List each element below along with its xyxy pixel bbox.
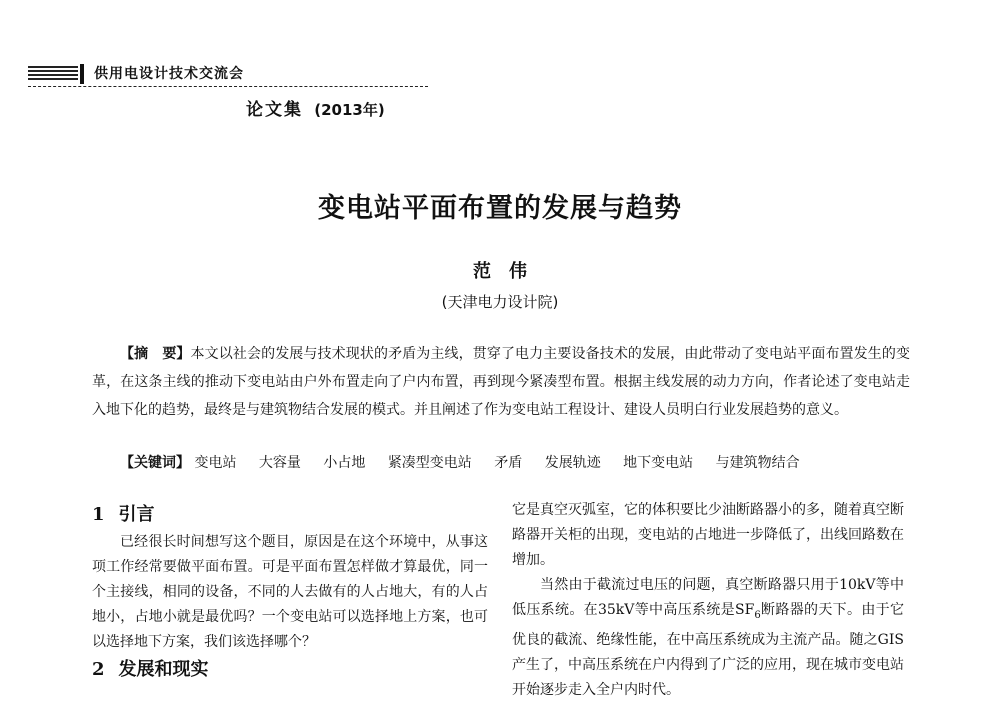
abstract: [92, 340, 910, 424]
body-paragraph: 它是真空灭弧室，它的体积要比少油断路器小的多，随着真空断路器开关柜的出现，变电站的占地进一步降低了，出线回路数在增加。: [512, 502, 904, 568]
keyword: 地下变电站: [623, 455, 694, 471]
abstract-label: 【摘 要】: [120, 346, 191, 362]
section-2-heading: [92, 655, 488, 685]
body-text: 当然由于截流过电压的问题，真空断路器只用于10kV等中低压系统。在35kV等中高压系统是: [512, 577, 904, 618]
keyword: 矛盾: [494, 455, 523, 471]
running-header: [28, 62, 428, 122]
right-column: [512, 498, 904, 716]
series-title: 供用电设计技术交流会: [94, 66, 244, 82]
keyword: 小占地: [323, 455, 366, 471]
proceedings-year: (2013年): [314, 101, 385, 119]
keyword: 发展轨迹: [544, 455, 601, 471]
section-number: 2: [92, 659, 105, 680]
header-dashed-rule: [28, 86, 428, 87]
keyword: 紧凑型变电站: [387, 455, 472, 471]
keyword: 大容量: [258, 455, 301, 471]
section-1-paragraph: 已经很长时间想写这个题目，原因是在这个环境中，从事这项工作经常要做平面布置。可是平面布置怎样做才算最优，同一个主接线，相同的设备，不同的人去做有的人占地大，有的人占地小，占地小就是最优吗？一个变电站可以选择地上方案，也可以选择地下方案，我们该选择哪个？: [92, 534, 488, 650]
header-vertical-bar: [80, 64, 84, 84]
section-1-heading: [92, 500, 488, 530]
sf6-term: SF: [735, 602, 755, 618]
section-number: 1: [92, 504, 105, 525]
keyword: 与建筑物结合: [715, 455, 800, 471]
paper-title: 变电站平面布置的发展与趋势: [318, 193, 682, 224]
proceedings-line: [246, 95, 385, 120]
paper-author: 范伟: [473, 261, 545, 282]
abstract-text: 本文以社会的发展与技术现状的矛盾为主线，贯穿了电力主要设备技术的发展，由此带动了变电站平面布置发生的变革，在这条主线的推动下变电站由户外布置走向了户内布置，再到现今紧凑型布置。根据主线发展的动力方向，作者论述了变电站走入地下化的趋势，最终是与建筑物结合发展的模式。并且阐述了作为变电站工程设计、建设人员明白行业发展趋势的意义。: [92, 346, 910, 418]
body-paragraph: [512, 573, 904, 703]
keywords-label: 【关键词】: [120, 455, 190, 471]
section-title: 发展和现实: [118, 659, 209, 680]
header-stripe-decoration: [28, 66, 78, 80]
left-column: [92, 500, 488, 685]
keywords: [120, 452, 910, 474]
section-title: 引言: [118, 504, 155, 525]
paper-affiliation: (天津电力设计院): [441, 293, 559, 311]
body-text: 断路器的天下。由于它优良的截流、绝缘性能，在中高压系统成为主流产品。随之GIS产生了，中高压系统在户内得到了广泛的应用，现在城市变电站开始逐步走入全户内时代。: [512, 602, 904, 698]
keyword: 变电站: [194, 455, 237, 471]
sf6-subscript: 6: [754, 609, 761, 621]
proceedings-label: 论文集: [246, 100, 303, 120]
